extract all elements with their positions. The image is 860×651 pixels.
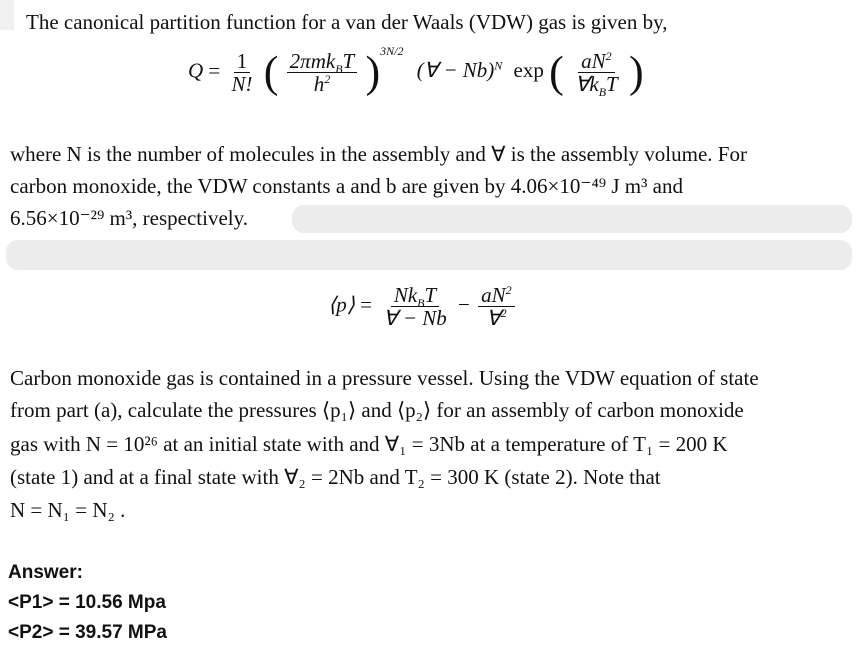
eq1-exponent: 3N/2 — [380, 44, 404, 59]
eq1-exp: exp — [513, 58, 544, 83]
answer-heading: Answer: — [8, 562, 83, 583]
eq1-frac-2: $\frac{2\pi mk_BT}{h^2}$ — [287, 50, 358, 95]
paragraph-2-line-5: N = N₁ = N₂ . — [10, 498, 126, 522]
paragraph-2-line-2: from part (a), calculate the pressures ⟨p₁⟩ and ⟨p₂⟩ for an assembly of carbon monoxide — [10, 398, 744, 422]
eq1-frac-1: $\frac{1}{N!}$ — [231, 49, 253, 96]
eq2-lhs: ⟨p⟩ — [328, 292, 355, 317]
partition-function-equation: Q = $\frac{1}{N!}$ ( $\frac{2\pi mk_BT}{h^2}$ )$^{3N/2}$ (∀ − Nb)$^N$ exp ( $\frac{aN^2}{\forall k_BT}$ ) — [188, 44, 644, 100]
paragraph-1-line-2: carbon monoxide, the VDW constants a and b are given by 4.06×10⁻⁴⁹ J m³ and — [10, 174, 683, 198]
eq1-frac-3: $\frac{aN^2}{\forall k_BT}$ — [575, 49, 618, 100]
eq2-minus: − — [458, 292, 470, 317]
eq2-frac-2: $\frac{aN^2}{\forall^2}$ — [478, 284, 515, 329]
pressure-equation — [328, 284, 518, 329]
paragraph-2-line-3: gas with N = 10²⁶ at an initial state with and ∀₁ = 3Nb at a temperature of T₁ = 200 K — [10, 432, 728, 456]
answer-p2: <P2> = 39.57 MPa — [8, 622, 167, 643]
intro-text: The canonical partition function for a van der Waals (VDW) gas is given by, — [26, 10, 668, 34]
eq2-equals: = — [360, 292, 372, 317]
redacted-region — [292, 205, 852, 233]
paragraph-1-line-1: where N is the number of molecules in the assembly and ∀ is the assembly volume. For — [10, 142, 747, 166]
paragraph-1-line-3: 6.56×10⁻²⁹ m³, respectively. — [10, 206, 249, 230]
eq1-equals: = — [208, 58, 221, 83]
eq1-volume-term: (∀ − Nb) — [416, 58, 495, 83]
corner-mark — [0, 0, 14, 30]
paragraph-2-line-1: Carbon monoxide gas is contained in a pressure vessel. Using the VDW equation of state — [10, 366, 759, 390]
eq1-lhs: Q — [188, 58, 204, 83]
answer-p1: <P1> = 10.56 Mpa — [8, 592, 166, 613]
eq2-frac-1: $\frac{Nk_BT}{\forall - Nb}$ — [383, 283, 447, 330]
paragraph-2-line-4: (state 1) and at a final state with ∀₂ = 2Nb and T₂ = 300 K (state 2). Note that — [10, 465, 661, 489]
redacted-region — [6, 240, 852, 270]
